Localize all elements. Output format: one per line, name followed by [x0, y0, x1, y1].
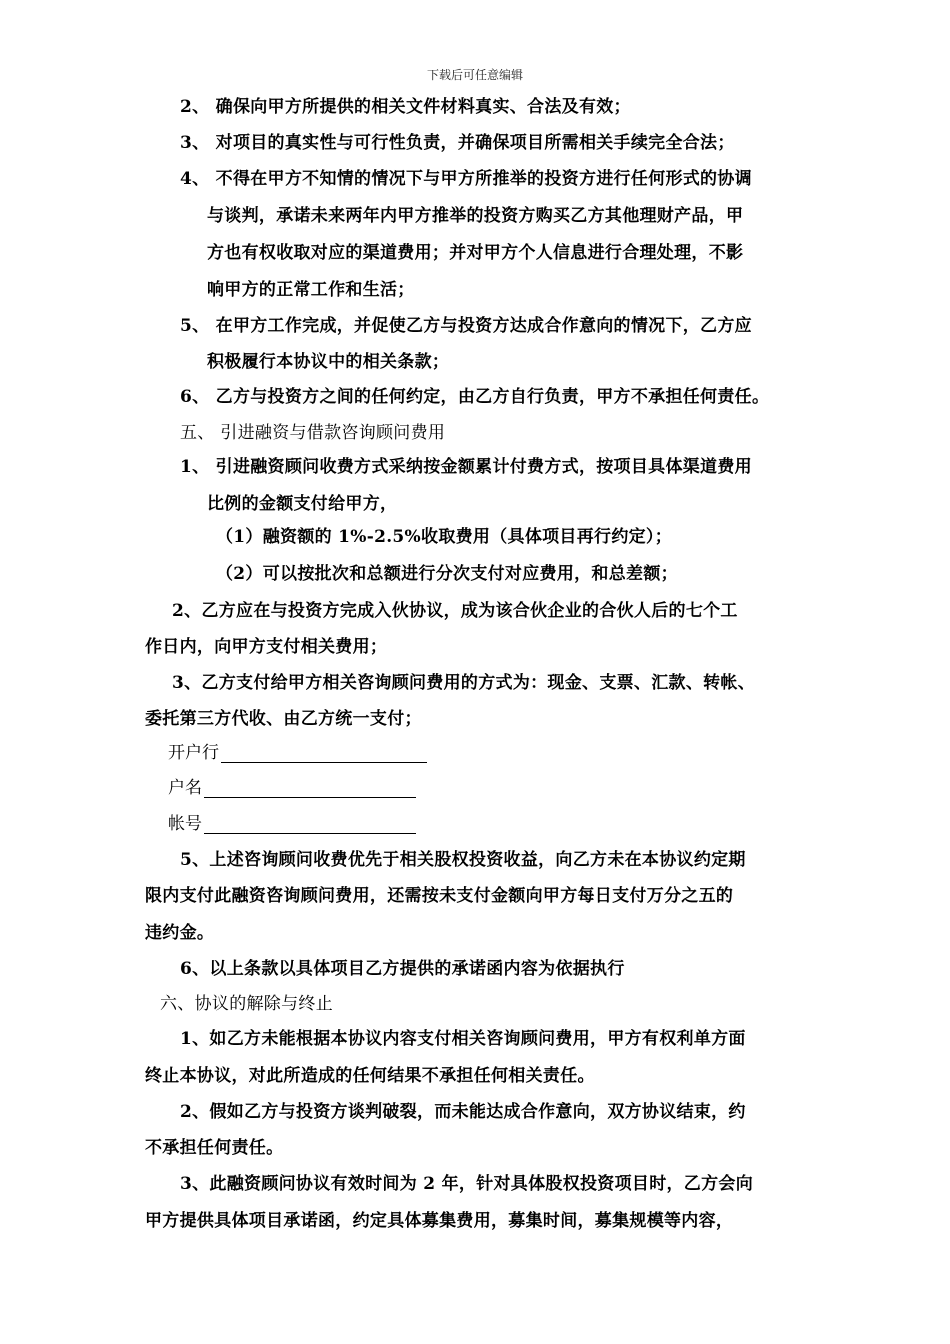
clause-line: 终止本协议，对此所造成的任何结果不承担任何相关责任。 — [145, 1066, 595, 1086]
clause-line: 与谈判，承诺未来两年内甲方推举的投资方购买乙方其他理财产品，甲 — [207, 206, 744, 226]
clause-line: 3、此融资顾问协议有效时间为 2 年，针对具体股权投资项目时，乙方会向 — [180, 1174, 753, 1194]
clause-line: 积极履行本协议中的相关条款； — [207, 352, 450, 372]
clause-line: 5、上述咨询顾问收费优先于相关股权投资收益，向乙方未在本协议约定期 — [180, 850, 746, 870]
clause-line: 委托第三方代收、由乙方统一支付； — [145, 709, 422, 729]
clause-line: （2）可以按批次和总额进行分次支付对应费用，和总差额； — [216, 564, 678, 584]
clause-line: 限内支付此融资咨询顾问费用，还需按未支付金额向甲方每日支付万分之五的 — [145, 886, 734, 906]
clause-line: 3、 对项目的真实性与可行性负责，并确保项目所需相关手续完全合法； — [180, 133, 735, 153]
clause-line: 1、如乙方未能根据本协议内容支付相关咨询顾问费用，甲方有权利单方面 — [180, 1029, 746, 1049]
clause-line: 违约金。 — [145, 923, 215, 943]
section-heading: 六、协议的解除与终止 — [160, 994, 333, 1014]
account-name-blank — [204, 779, 416, 798]
clause-line: 比例的金额支付给甲方， — [207, 494, 398, 514]
page-header: 下载后可任意编辑 — [426, 68, 523, 82]
clause-line: 甲方提供具体项目承诺函，约定具体募集费用，募集时间，募集规模等内容， — [145, 1211, 734, 1231]
clause-line: 1、 引进融资顾问收费方式采纳按金额累计付费方式，按项目具体渠道费用 — [180, 457, 752, 477]
account-number-label: 帐号 — [168, 814, 202, 834]
bank-blank — [221, 744, 427, 763]
account-name-field — [168, 773, 416, 798]
clause-line: 2、 确保向甲方所提供的相关文件材料真实、合法及有效； — [180, 97, 631, 117]
section-heading: 五、 引进融资与借款咨询顾问费用 — [180, 423, 446, 443]
account-number-blank — [204, 815, 416, 834]
clause-line: 3、乙方支付给甲方相关咨询顾问费用的方式为：现金、支票、汇款、转帐、 — [172, 673, 756, 693]
clause-line: 4、 不得在甲方不知情的情况下与甲方所推举的投资方进行任何形式的协调 — [180, 169, 752, 189]
bank-label: 开户行 — [168, 743, 219, 763]
clause-line: 响甲方的正常工作和生活； — [207, 280, 415, 300]
clause-line: 作日内，向甲方支付相关费用； — [145, 637, 388, 657]
clause-line: （1）融资额的 1%-2.5%收取费用（具体项目再行约定）； — [216, 527, 673, 547]
bank-field — [168, 738, 427, 763]
clause-line: 2、假如乙方与投资方谈判破裂，而未能达成合作意向，双方协议结束，约 — [180, 1102, 746, 1122]
account-name-label: 户名 — [168, 778, 202, 798]
account-number-field — [168, 809, 416, 834]
clause-line: 5、 在甲方工作完成，并促使乙方与投资方达成合作意向的情况下，乙方应 — [180, 316, 752, 336]
clause-line: 6、以上条款以具体项目乙方提供的承诺函内容为依据执行 — [180, 959, 625, 979]
clause-line: 6、 乙方与投资方之间的任何约定，由乙方自行负责，甲方不承担任何责任。 — [180, 387, 770, 407]
clause-line: 2、乙方应在与投资方完成入伙协议，成为该合伙企业的合伙人后的七个工 — [172, 601, 738, 621]
clause-line: 不承担任何责任。 — [145, 1138, 284, 1158]
clause-line: 方也有权收取对应的渠道费用；并对甲方个人信息进行合理处理，不影 — [207, 243, 744, 263]
